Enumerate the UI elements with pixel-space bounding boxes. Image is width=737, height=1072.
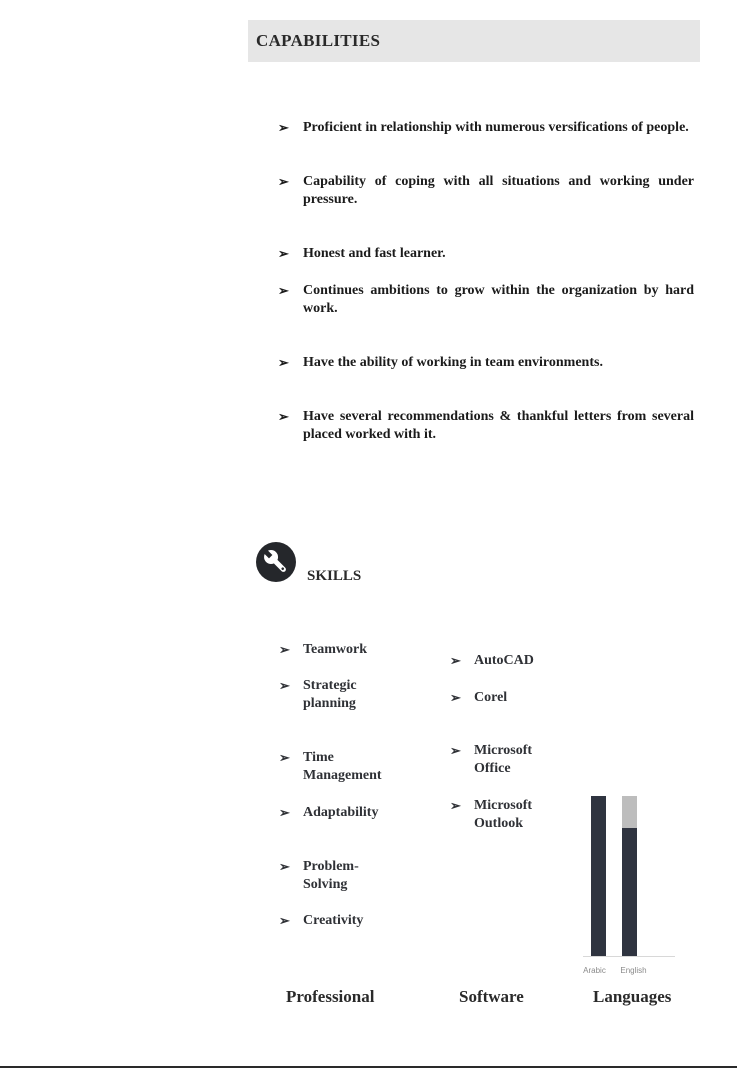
capability-item [278,354,694,372]
capability-item [278,119,694,137]
skill-label: Time Management [303,750,382,783]
wrench-icon [256,542,296,582]
category-label-arabic: Arabic [583,966,606,975]
professional-skill-item [279,804,419,822]
capability-text: Continues ambitions to grow within the organization by hard work. [303,283,694,316]
capability-text: Have the ability of working in team environments. [303,355,603,370]
bullet-arrow-icon: ➢ [279,678,290,693]
languages-chart [583,790,683,990]
bar-arabic-seg0 [591,796,606,956]
software-skill-item [450,652,570,670]
skill-label: Adaptability [303,805,379,820]
bullet-arrow-icon: ➢ [279,642,290,657]
skill-label: Problem-Solving [303,859,359,892]
professional-skill-item [279,858,419,894]
capability-text: Honest and fast learner. [303,246,446,261]
capability-item [278,408,694,444]
skill-label: AutoCAD [474,653,534,668]
capabilities-title: CAPABILITIES [256,31,381,50]
category-label-english: English [620,966,647,975]
capabilities-header [248,20,700,62]
skill-label: Creativity [303,913,364,928]
skill-label: Corel [474,690,508,705]
bar-english-seg0 [622,828,637,956]
software-skill-item [450,797,570,833]
capability-item [278,282,694,318]
bullet-arrow-icon: ➢ [279,913,290,928]
bullet-arrow-icon: ➢ [279,805,290,820]
footer-divider [0,1066,737,1068]
bullet-arrow-icon: ➢ [279,750,290,765]
bullet-arrow-icon: ➢ [279,859,290,874]
capability-text: Have several recommendations & thankful letters from several placed worked with it. [303,409,694,442]
languages-column-label: Languages [593,987,672,1006]
bullet-arrow-icon: ➢ [450,653,461,668]
professional-column-label: Professional [286,987,375,1006]
skills-title: SKILLS [307,568,362,584]
software-skill-item [450,742,570,778]
skill-label: Strategic planning [303,678,357,711]
bullet-arrow-icon: ➢ [450,798,461,813]
professional-skill-item [279,749,419,785]
professional-skill-item [279,677,419,713]
skill-label: Microsoft Office [474,743,533,776]
software-column-label: Software [459,987,524,1006]
skill-label: Microsoft Outlook [474,798,533,831]
professional-skill-item [279,912,419,930]
bullet-arrow-icon: ➢ [278,246,289,261]
bullet-arrow-icon: ➢ [278,409,289,424]
bullet-arrow-icon: ➢ [450,743,461,758]
skill-label: Teamwork [303,642,368,657]
bullet-arrow-icon: ➢ [450,690,461,705]
bullet-arrow-icon: ➢ [278,120,289,135]
bullet-arrow-icon: ➢ [278,355,289,370]
bar-english-seg1 [622,796,637,828]
professional-skill-item [279,641,419,659]
bullet-arrow-icon: ➢ [278,283,289,298]
capability-item [278,245,694,263]
capability-text: Capability of coping with all situations and working under pressure. [303,174,694,207]
bullet-arrow-icon: ➢ [278,174,289,189]
capability-item [278,173,694,209]
software-skill-item [450,689,570,707]
capability-text: Proficient in relationship with numerous versifications of people. [303,120,689,135]
